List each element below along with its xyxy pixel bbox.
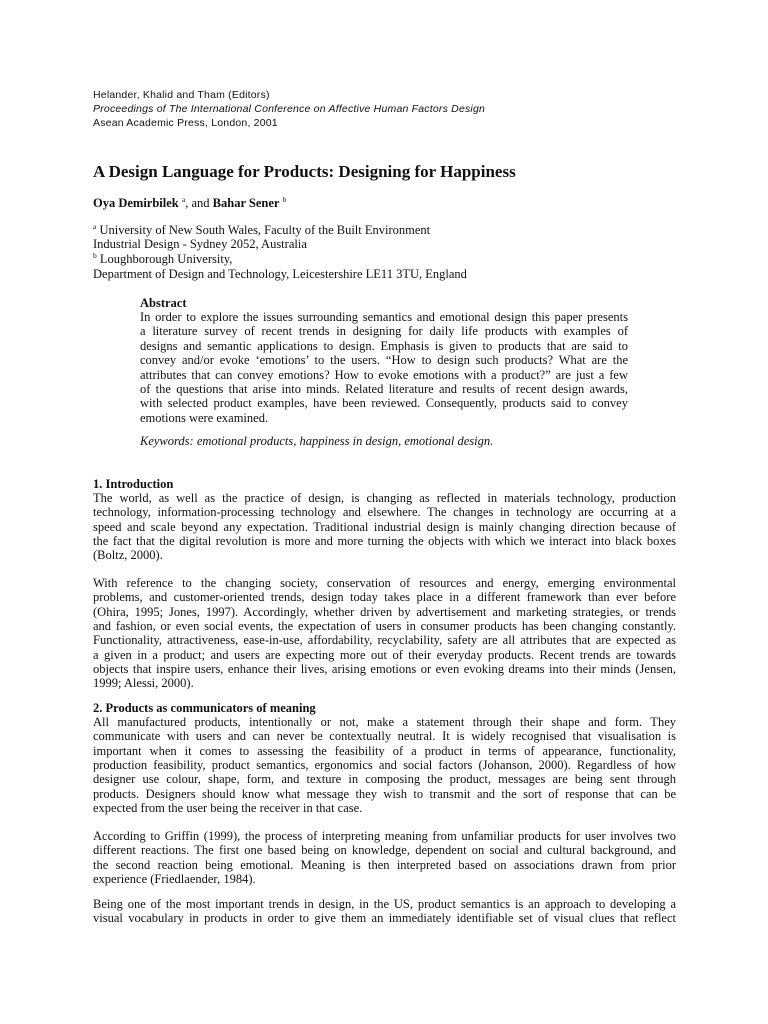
text-line: products. Designers should know what message they wish to transmit and the sort of response that can be <box>93 786 676 801</box>
text-line: technology, information-processing technology and elsewhere. The changes in technology are occurring at a <box>93 505 676 520</box>
affiliation-a-line1 <box>93 223 430 238</box>
text-line: (Ohira, 1995; Jones, 1997). Accordingly, whether driven by advertisement and marketing strategies, or trends <box>93 604 676 619</box>
author-1-name: Oya Demirbilek <box>93 196 179 210</box>
section-1-paragraph-1 <box>93 491 676 563</box>
text-line: production feasibility, product semantics, ergonomics and social factors (Johanson, 2000). Regardless of how <box>93 758 676 773</box>
author-2-name: Bahar Sener <box>212 196 280 210</box>
keywords: Keywords: emotional products, happiness in design, emotional design. <box>140 434 494 448</box>
text-line: emotions were examined. <box>140 410 269 425</box>
text-line: with selected product examples, have been reviewed. Consequently, products said to convey <box>140 396 628 411</box>
text-line: the fact that the digital revolution is more and more turning the objects with which we interact into black boxes <box>93 534 676 549</box>
text-line: the second reaction being emotional. Meaning is then interpreted based on associations drawn from prior <box>93 857 676 872</box>
header-publisher: Asean Academic Press, London, 2001 <box>93 117 278 129</box>
author-line <box>93 196 286 211</box>
text-line: (Boltz, 2000). <box>93 548 163 563</box>
text-line: experience (Friedlaender, 1984). <box>93 872 256 887</box>
paper-title: A Design Language for Products: Designing for Happiness <box>93 162 516 181</box>
affiliation-a-text: University of New South Wales, Faculty of the Built Environment <box>99 223 431 237</box>
text-line: designs and semantic applications to design. Emphasis is given to products that are said to <box>140 338 628 353</box>
text-line: speed and scale beyond any expectation. Traditional industrial design is mainly changing direction because of <box>93 519 676 534</box>
text-line: communicate with users and can never be contextually neutral. It is widely recognised that visualisation is <box>93 729 676 744</box>
section-1-paragraph-2 <box>93 576 676 691</box>
text-line: objects that inspire users, enhance their lives, arising emotions or even evoking dreams into their minds (Jensen, <box>93 662 676 677</box>
text-line: Functionality, attractiveness, ease-in-use, affordability, recyclability, safety are all attributes that are expected as <box>93 633 676 648</box>
text-line: problems, and customer-oriented trends, design today takes place in a different framework than ever before <box>93 590 676 605</box>
text-line: The world, as well as the practice of design, is changing as reflected in materials technology, production <box>93 491 676 505</box>
header-editors: Helander, Khalid and Tham (Editors) <box>93 89 270 101</box>
text-line: important when it comes to assessing the feasibility of a product in terms of appearance, functionality, <box>93 743 676 758</box>
affiliation-a-line2: Industrial Design - Sydney 2052, Australia <box>93 237 307 251</box>
text-line: a literature survey of recent trends in designing for daily life products with examples of <box>140 324 628 339</box>
text-line: a given in a product; and users are expecting more out of their everyday products. Recent trends are towards <box>93 647 676 662</box>
text-line: of the questions that arise into minds. Related literature and results of recent design awards, <box>140 381 628 396</box>
header-proceedings: Proceedings of The International Conference on Affective Human Factors Design <box>93 103 486 115</box>
affiliation-b-superscript: b <box>93 250 97 260</box>
section-2-paragraph-1 <box>93 715 676 815</box>
text-line: In order to explore the issues surrounding semantics and emotional design this paper presents <box>140 310 628 324</box>
text-line: visual vocabulary in products in order to give them an immediately identifiable set of visual clues that reflect <box>93 911 676 926</box>
section-1-heading: 1. Introduction <box>93 477 174 491</box>
section-2-paragraph-2 <box>93 829 676 886</box>
text-line: expected from the user being the receiver in that case. <box>93 801 363 816</box>
text-line: attributes that can convey emotions? How to evoke emotions with a product?” are just a few <box>140 367 628 382</box>
text-line: and fashion, or even social events, the expectation of users in consumer products has been changing constantly. <box>93 619 676 634</box>
text-line: 1999; Alessi, 2000). <box>93 676 194 691</box>
text-line: With reference to the changing society, conservation of resources and energy, emerging environmental <box>93 576 676 590</box>
abstract-body <box>140 310 628 425</box>
text-line: different reactions. The first one based being on knowledge, dependent on social and cultural background, and <box>93 843 676 858</box>
text-line: All manufactured products, intentionally or not, make a statement through their shape and form. They <box>93 715 676 729</box>
text-line: designer use colour, shape, form, and texture in composing the product, messages are being sent through <box>93 772 676 787</box>
author-separator: , and <box>185 196 213 210</box>
affiliation-a-superscript: a <box>93 221 97 231</box>
section-2-paragraph-3 <box>93 897 676 926</box>
author-2-superscript: b <box>282 194 287 204</box>
author-1-superscript: a <box>181 194 186 204</box>
affiliation-b-text: Loughborough University, <box>99 252 233 266</box>
abstract-heading: Abstract <box>140 296 187 310</box>
text-line: convey and/or evoke ‘emotions’ to the users. “How to design such products? What are the <box>140 353 628 368</box>
text-line: According to Griffin (1999), the process of interpreting meaning from unfamiliar products for user involves two <box>93 829 676 843</box>
affiliation-b-line2: Department of Design and Technology, Leicestershire LE11 3TU, England <box>93 267 467 281</box>
affiliation-b-line1 <box>93 252 232 267</box>
section-2-heading: 2. Products as communicators of meaning <box>93 701 316 715</box>
text-line: Being one of the most important trends in design, in the US, product semantics is an approach to developing a <box>93 897 676 911</box>
